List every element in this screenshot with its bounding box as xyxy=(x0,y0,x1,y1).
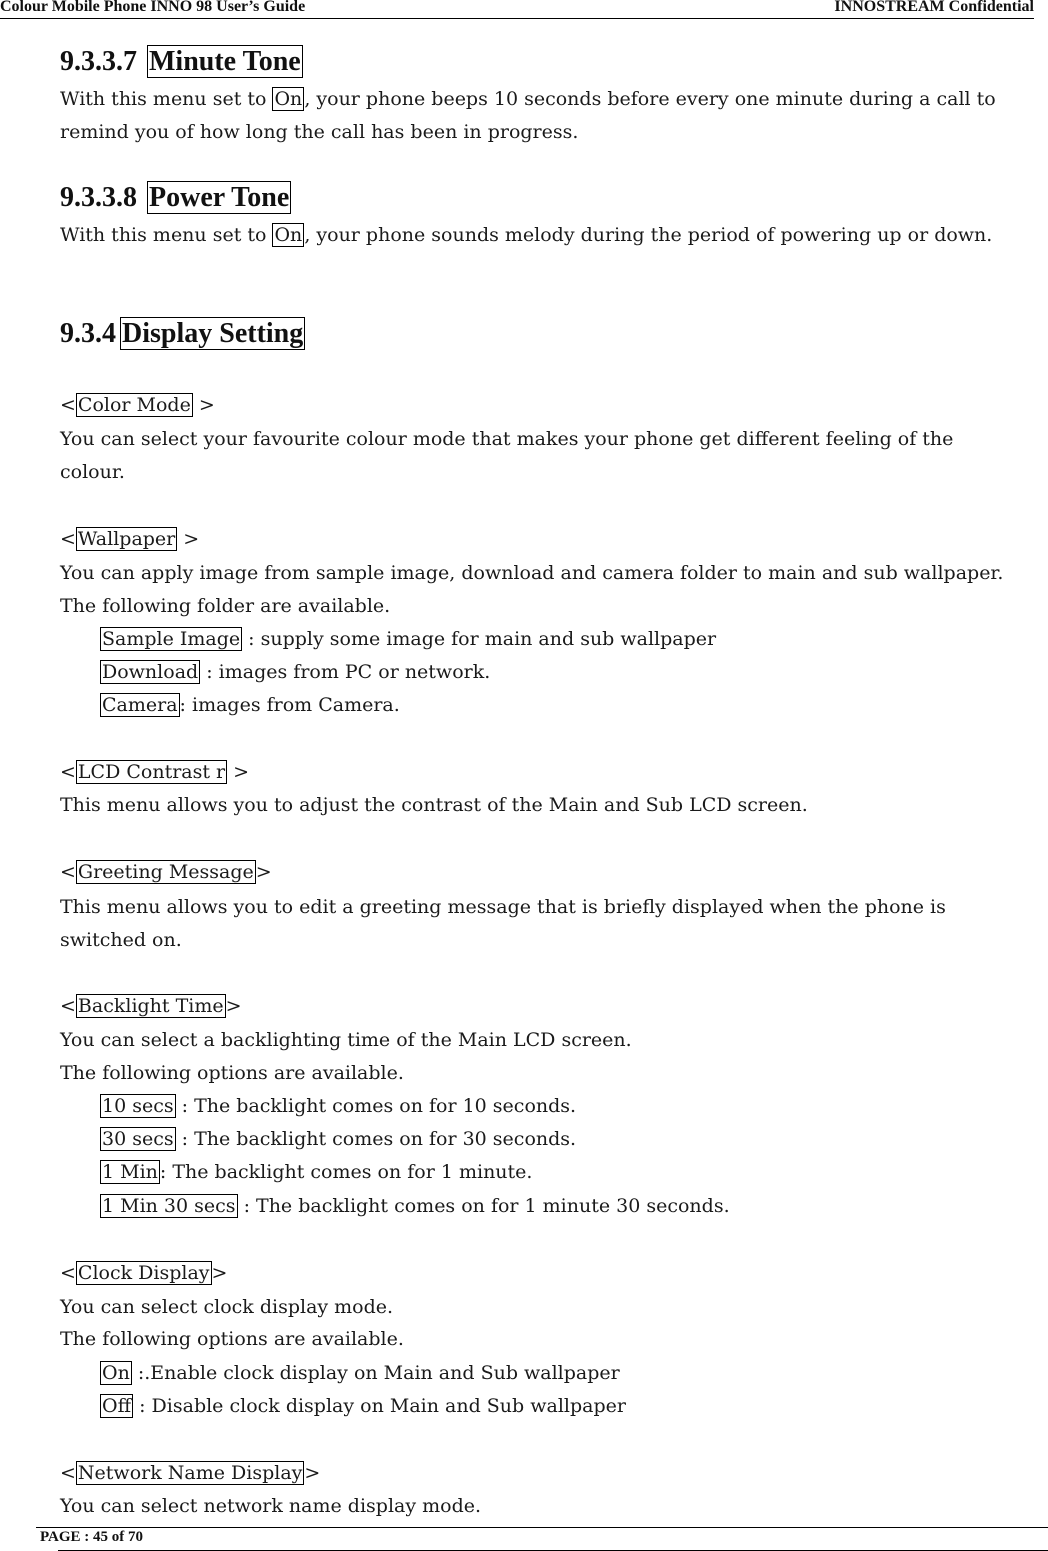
section-number: 9.3.3.7 xyxy=(60,46,137,77)
wallpaper-option xyxy=(100,693,400,717)
bracket: > xyxy=(304,1462,321,1484)
text: , your phone beeps 10 seconds before every one minute during a call to xyxy=(304,88,996,110)
menu-name: Clock Display xyxy=(77,1262,210,1284)
bracket: > xyxy=(211,1262,228,1284)
bracket: < xyxy=(60,1262,76,1284)
clock-option xyxy=(100,1394,626,1418)
clock-text-2: The following options are available. xyxy=(60,1328,404,1350)
option-desc: : supply some image for main and sub wallpaper xyxy=(242,628,717,650)
minute-tone-text xyxy=(60,87,996,111)
section-title: Minute Tone xyxy=(149,46,301,77)
bracket: > xyxy=(225,995,242,1017)
wallpaper-option xyxy=(100,627,716,651)
network-text: You can select network name display mode. xyxy=(60,1495,482,1517)
option-desc: : Disable clock display on Main and Sub wallpaper xyxy=(133,1395,626,1417)
lcd-contrast-text: This menu allows you to adjust the contrast of the Main and Sub LCD screen. xyxy=(60,794,808,816)
bracket: < xyxy=(60,528,76,550)
section-number: 9.3.3.8 xyxy=(60,182,137,213)
option-desc: : The backlight comes on for 1 minute 30 seconds. xyxy=(237,1195,730,1217)
backlight-option xyxy=(100,1194,730,1218)
color-mode-text-2: colour. xyxy=(60,461,125,483)
bracket: < xyxy=(60,995,76,1017)
header-doc-title: Colour Mobile Phone INNO 98 User’s Guide xyxy=(0,0,306,15)
page-number: PAGE : 45 of 70 xyxy=(40,1529,144,1545)
bracket: > xyxy=(227,761,250,783)
bracket: < xyxy=(60,394,76,416)
network-label xyxy=(60,1461,320,1485)
lcd-contrast-label xyxy=(60,760,249,784)
text: With this menu set to xyxy=(60,224,273,246)
text: With this menu set to xyxy=(60,88,273,110)
option-desc: : images from Camera. xyxy=(179,694,400,716)
backlight-option xyxy=(100,1127,576,1151)
option-desc: : images from PC or network. xyxy=(200,661,491,683)
greeting-text: This menu allows you to edit a greeting message that is briefly displayed when the phone is xyxy=(60,896,946,918)
clock-text: You can select clock display mode. xyxy=(60,1296,394,1318)
menu-name: LCD Contrast r xyxy=(77,761,226,783)
wallpaper-text: You can apply image from sample image, download and camera folder to main and sub wallpaper. xyxy=(60,562,1004,584)
minute-tone-text-2: remind you of how long the call has been in progress. xyxy=(60,121,579,143)
clock-label xyxy=(60,1261,227,1285)
option-desc: : The backlight comes on for 1 minute. xyxy=(159,1161,533,1183)
bracket: < xyxy=(60,861,76,883)
option-desc: : The backlight comes on for 10 seconds. xyxy=(175,1095,577,1117)
section-title: Display Setting xyxy=(122,318,304,349)
backlight-text: You can select a backlighting time of the Main LCD screen. xyxy=(60,1029,632,1051)
heading-power-tone xyxy=(60,181,291,215)
section-number: 9.3.4 xyxy=(60,318,116,349)
wallpaper-text-2: The following folder are available. xyxy=(60,595,391,617)
heading-display-setting xyxy=(60,317,305,351)
backlight-text-2: The following options are available. xyxy=(60,1062,404,1084)
wallpaper-option xyxy=(100,660,490,684)
option-name: On xyxy=(102,1362,130,1384)
wallpaper-label xyxy=(60,527,199,551)
text: , your phone sounds melody during the period of powering up or down. xyxy=(304,224,993,246)
footer-rule-top xyxy=(36,1527,1048,1528)
option-on: On xyxy=(274,224,303,246)
option-name: Download xyxy=(102,661,199,683)
option-name: 30 secs xyxy=(102,1128,174,1150)
bracket: > xyxy=(255,861,272,883)
greeting-label xyxy=(60,860,272,884)
color-mode-label xyxy=(60,393,215,417)
greeting-text-2: switched on. xyxy=(60,929,182,951)
option-name: 1 Min 30 secs xyxy=(102,1195,236,1217)
power-tone-text xyxy=(60,223,992,247)
header-confidential: INNOSTREAM Confidential xyxy=(834,0,1034,15)
color-mode-text: You can select your favourite colour mode that makes your phone get different feeling of the xyxy=(60,428,954,450)
menu-name: Network Name Display xyxy=(77,1462,303,1484)
backlight-option xyxy=(100,1094,576,1118)
option-on: On xyxy=(274,88,303,110)
menu-name: Wallpaper xyxy=(77,528,176,550)
bracket: > xyxy=(192,394,215,416)
backlight-option xyxy=(100,1160,532,1184)
menu-name: Backlight Time xyxy=(77,995,224,1017)
page-header xyxy=(0,0,1034,19)
backlight-label xyxy=(60,994,242,1018)
heading-minute-tone xyxy=(60,45,303,79)
option-name: 10 secs xyxy=(102,1095,174,1117)
option-desc: :.Enable clock display on Main and Sub wallpaper xyxy=(131,1362,620,1384)
bracket: < xyxy=(60,1462,76,1484)
option-name: Off xyxy=(102,1395,132,1417)
option-name: Camera xyxy=(102,694,178,716)
bracket: > xyxy=(177,528,200,550)
section-title: Power Tone xyxy=(149,182,290,213)
option-desc: : The backlight comes on for 30 seconds. xyxy=(175,1128,577,1150)
bracket: < xyxy=(60,761,76,783)
option-name: Sample Image xyxy=(102,628,241,650)
menu-name: Color Mode xyxy=(77,394,191,416)
option-name: 1 Min xyxy=(102,1161,158,1183)
menu-name: Greeting Message xyxy=(77,861,254,883)
clock-option xyxy=(100,1361,620,1385)
